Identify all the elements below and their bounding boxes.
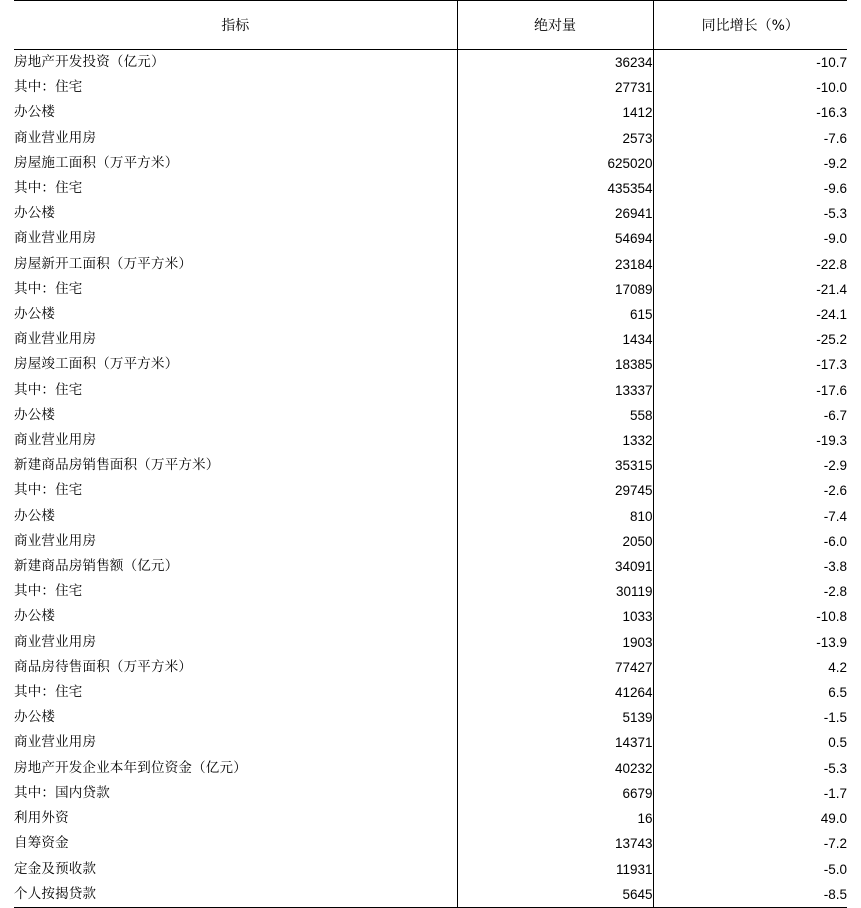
cell-indicator <box>14 252 457 277</box>
cell-yoy-growth: -17.6 <box>653 378 847 403</box>
cell-indicator <box>14 327 457 352</box>
cell-yoy-growth: -2.9 <box>653 453 847 478</box>
cell-indicator <box>14 428 457 453</box>
table-row <box>14 302 847 327</box>
indicator-label: 办公楼 <box>14 709 56 726</box>
cell-absolute-value: 41264 <box>457 680 653 705</box>
indicator-label: 商业营业用房 <box>14 230 97 247</box>
indicator-label: 商业营业用房 <box>14 432 97 449</box>
indicator-label: 商品房待售面积（万平方米） <box>14 658 193 675</box>
cell-indicator <box>14 781 457 806</box>
indicator-label: 新建商品房销售面积（万平方米） <box>14 457 220 474</box>
cell-indicator <box>14 126 457 151</box>
cell-absolute-value: 36234 <box>457 50 653 76</box>
table-row <box>14 327 847 352</box>
cell-absolute-value: 18385 <box>457 352 653 377</box>
table-row <box>14 403 847 428</box>
cell-yoy-growth: -3.8 <box>653 554 847 579</box>
indicator-label: 其中：住宅 <box>14 583 83 600</box>
indicator-label: 办公楼 <box>14 507 56 524</box>
cell-absolute-value: 1332 <box>457 428 653 453</box>
cell-yoy-growth: 4.2 <box>653 655 847 680</box>
cell-yoy-growth: -7.4 <box>653 504 847 529</box>
table-row <box>14 201 847 226</box>
cell-yoy-growth: -10.8 <box>653 604 847 629</box>
cell-indicator <box>14 529 457 554</box>
cell-yoy-growth: -10.7 <box>653 50 847 76</box>
indicator-label: 其中：住宅 <box>14 684 83 701</box>
cell-yoy-growth: -10.0 <box>653 75 847 100</box>
cell-indicator <box>14 630 457 655</box>
cell-indicator <box>14 453 457 478</box>
cell-indicator <box>14 882 457 908</box>
cell-absolute-value: 558 <box>457 403 653 428</box>
table-row <box>14 252 847 277</box>
indicator-label: 办公楼 <box>14 205 56 222</box>
table-row <box>14 630 847 655</box>
cell-absolute-value: 435354 <box>457 176 653 201</box>
table-row <box>14 50 847 76</box>
indicator-label: 其中：国内贷款 <box>14 784 110 801</box>
cell-absolute-value: 40232 <box>457 756 653 781</box>
table-row <box>14 730 847 755</box>
table-row <box>14 705 847 730</box>
cell-absolute-value: 29745 <box>457 478 653 503</box>
cell-absolute-value: 615 <box>457 302 653 327</box>
table-row <box>14 857 847 882</box>
cell-absolute-value: 30119 <box>457 579 653 604</box>
cell-indicator <box>14 302 457 327</box>
table-row <box>14 176 847 201</box>
table-row <box>14 781 847 806</box>
cell-yoy-growth: -13.9 <box>653 630 847 655</box>
table-row <box>14 226 847 251</box>
cell-indicator <box>14 680 457 705</box>
cell-indicator <box>14 151 457 176</box>
column-header-indicator: 指标 <box>14 1 457 50</box>
cell-yoy-growth: -1.7 <box>653 781 847 806</box>
cell-yoy-growth: -5.3 <box>653 756 847 781</box>
cell-absolute-value: 16 <box>457 806 653 831</box>
cell-indicator <box>14 75 457 100</box>
cell-yoy-growth: -6.0 <box>653 529 847 554</box>
cell-yoy-growth: 6.5 <box>653 680 847 705</box>
indicator-label: 办公楼 <box>14 406 56 423</box>
table-row <box>14 655 847 680</box>
cell-indicator <box>14 378 457 403</box>
cell-yoy-growth: -1.5 <box>653 705 847 730</box>
cell-indicator <box>14 176 457 201</box>
indicator-label: 房地产开发企业本年到位资金（亿元） <box>14 759 247 776</box>
indicator-label: 自筹资金 <box>14 835 69 852</box>
indicator-label: 商业营业用房 <box>14 734 97 751</box>
cell-absolute-value: 1434 <box>457 327 653 352</box>
real-estate-statistics-table <box>14 0 847 908</box>
cell-indicator <box>14 201 457 226</box>
cell-yoy-growth: -19.3 <box>653 428 847 453</box>
table-row <box>14 453 847 478</box>
cell-indicator <box>14 730 457 755</box>
cell-absolute-value: 1903 <box>457 630 653 655</box>
cell-absolute-value: 34091 <box>457 554 653 579</box>
cell-yoy-growth: -8.5 <box>653 882 847 908</box>
cell-yoy-growth: -5.0 <box>653 857 847 882</box>
table-row <box>14 680 847 705</box>
cell-indicator <box>14 857 457 882</box>
indicator-label: 房屋新开工面积（万平方米） <box>14 255 193 272</box>
cell-indicator <box>14 100 457 125</box>
cell-yoy-growth: -22.8 <box>653 252 847 277</box>
cell-absolute-value: 2573 <box>457 126 653 151</box>
indicator-label: 其中：住宅 <box>14 180 83 197</box>
cell-absolute-value: 35315 <box>457 453 653 478</box>
cell-absolute-value: 13337 <box>457 378 653 403</box>
indicator-label: 房屋竣工面积（万平方米） <box>14 356 179 373</box>
table-row <box>14 100 847 125</box>
table-row <box>14 756 847 781</box>
table-row <box>14 806 847 831</box>
header-row <box>14 1 847 50</box>
cell-indicator <box>14 478 457 503</box>
cell-indicator <box>14 604 457 629</box>
table-row <box>14 151 847 176</box>
cell-absolute-value: 11931 <box>457 857 653 882</box>
cell-absolute-value: 26941 <box>457 201 653 226</box>
cell-yoy-growth: -16.3 <box>653 100 847 125</box>
cell-yoy-growth: -2.6 <box>653 478 847 503</box>
table-row <box>14 478 847 503</box>
cell-indicator <box>14 655 457 680</box>
cell-yoy-growth: 0.5 <box>653 730 847 755</box>
indicator-label: 办公楼 <box>14 608 56 625</box>
table-row <box>14 75 847 100</box>
table-row <box>14 378 847 403</box>
cell-yoy-growth: -7.6 <box>653 126 847 151</box>
cell-indicator <box>14 50 457 76</box>
indicator-label: 办公楼 <box>14 306 56 323</box>
cell-yoy-growth: -5.3 <box>653 201 847 226</box>
table-row <box>14 831 847 856</box>
cell-absolute-value: 5139 <box>457 705 653 730</box>
cell-absolute-value: 1033 <box>457 604 653 629</box>
table-row <box>14 504 847 529</box>
cell-yoy-growth: -25.2 <box>653 327 847 352</box>
cell-indicator <box>14 579 457 604</box>
indicator-label: 房屋施工面积（万平方米） <box>14 154 179 171</box>
column-header-yoy: 同比增长（%） <box>653 1 847 50</box>
cell-yoy-growth: -17.3 <box>653 352 847 377</box>
cell-yoy-growth: -24.1 <box>653 302 847 327</box>
indicator-label: 商业营业用房 <box>14 633 97 650</box>
cell-indicator <box>14 554 457 579</box>
cell-indicator <box>14 277 457 302</box>
cell-absolute-value: 625020 <box>457 151 653 176</box>
cell-absolute-value: 23184 <box>457 252 653 277</box>
cell-absolute-value: 2050 <box>457 529 653 554</box>
indicator-label: 其中：住宅 <box>14 381 83 398</box>
cell-absolute-value: 810 <box>457 504 653 529</box>
table-row <box>14 352 847 377</box>
indicator-label: 商业营业用房 <box>14 532 97 549</box>
cell-absolute-value: 1412 <box>457 100 653 125</box>
indicator-label: 定金及预收款 <box>14 860 97 877</box>
cell-yoy-growth: 49.0 <box>653 806 847 831</box>
cell-absolute-value: 5645 <box>457 882 653 908</box>
cell-indicator <box>14 226 457 251</box>
indicator-label: 个人按揭贷款 <box>14 885 97 902</box>
cell-indicator <box>14 504 457 529</box>
cell-yoy-growth: -2.8 <box>653 579 847 604</box>
cell-indicator <box>14 831 457 856</box>
indicator-label: 其中：住宅 <box>14 79 83 96</box>
cell-absolute-value: 14371 <box>457 730 653 755</box>
indicator-label: 商业营业用房 <box>14 331 97 348</box>
cell-indicator <box>14 403 457 428</box>
table-header <box>14 1 847 50</box>
cell-absolute-value: 27731 <box>457 75 653 100</box>
indicator-label: 办公楼 <box>14 104 56 121</box>
table-row <box>14 428 847 453</box>
table-row <box>14 604 847 629</box>
indicator-label: 利用外资 <box>14 810 69 827</box>
table-row <box>14 882 847 908</box>
indicator-label: 其中：住宅 <box>14 482 83 499</box>
cell-indicator <box>14 806 457 831</box>
cell-indicator <box>14 705 457 730</box>
indicator-label: 新建商品房销售额（亿元） <box>14 558 179 575</box>
cell-absolute-value: 77427 <box>457 655 653 680</box>
table-row <box>14 554 847 579</box>
indicator-label: 商业营业用房 <box>14 129 97 146</box>
table-row <box>14 277 847 302</box>
table-row <box>14 529 847 554</box>
cell-absolute-value: 13743 <box>457 831 653 856</box>
table-row <box>14 126 847 151</box>
cell-absolute-value: 17089 <box>457 277 653 302</box>
cell-yoy-growth: -6.7 <box>653 403 847 428</box>
cell-absolute-value: 54694 <box>457 226 653 251</box>
cell-indicator <box>14 352 457 377</box>
cell-yoy-growth: -21.4 <box>653 277 847 302</box>
cell-yoy-growth: -9.2 <box>653 151 847 176</box>
cell-indicator <box>14 756 457 781</box>
cell-yoy-growth: -9.6 <box>653 176 847 201</box>
indicator-label: 房地产开发投资（亿元） <box>14 54 165 70</box>
cell-absolute-value: 6679 <box>457 781 653 806</box>
table-body <box>14 50 847 908</box>
column-header-absolute: 绝对量 <box>457 1 653 50</box>
cell-yoy-growth: -7.2 <box>653 831 847 856</box>
table-row <box>14 579 847 604</box>
cell-yoy-growth: -9.0 <box>653 226 847 251</box>
indicator-label: 其中：住宅 <box>14 280 83 297</box>
